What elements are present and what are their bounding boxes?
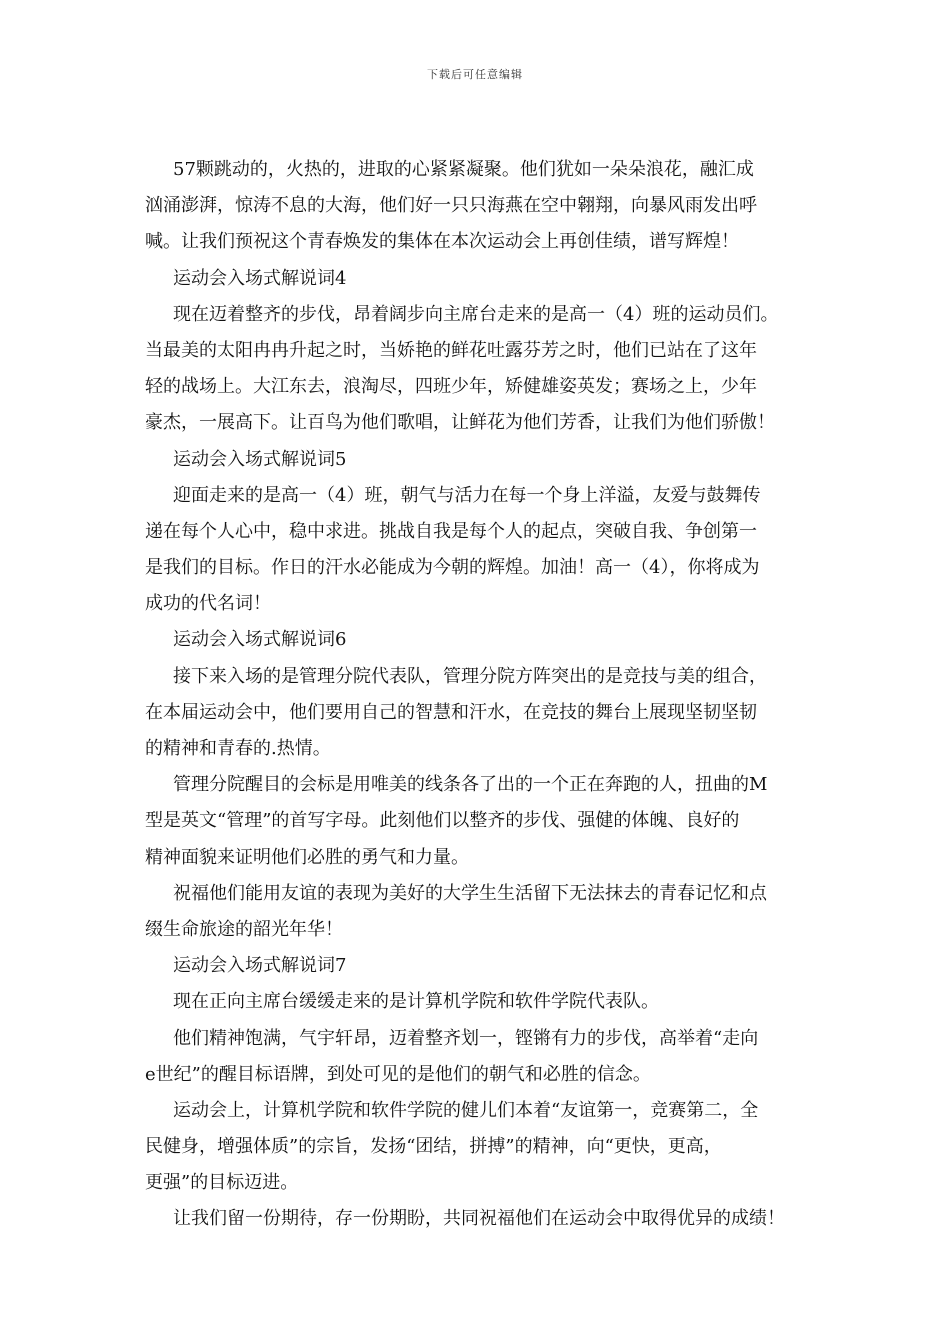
page-header: 下载后可任意编辑	[427, 68, 523, 81]
text-line: 是我们的目标。作日的汗水必能成为今朝的辉煌。加油！高一（4），你将成为	[145, 557, 760, 579]
document-body	[145, 152, 825, 1238]
text-line: 缀生命旅途的韶光年华！	[145, 918, 343, 940]
text-line: 管理分院醒目的会标是用唯美的线条各了出的一个正在奔跑的人，扭曲的M	[173, 774, 768, 796]
text-line: 轻的战场上。大江东去，浪淘尽，四班少年，矫健雄姿英发；赛场之上，少年	[145, 376, 757, 398]
text-line: 更强”的目标迈进。	[145, 1172, 299, 1194]
text-line: 民健身，增强体质”的宗旨，发扬“团结，拼搏”的精神，向“更快，更高，	[145, 1136, 722, 1158]
text-line: 现在正向主席台缓缓走来的是计算机学院和软件学院代表队。	[173, 991, 659, 1013]
text-line: 递在每个人心中，稳中求进。挑战自我是每个人的起点，突破自我、争创第一	[145, 520, 757, 542]
text-line: 运动会入场式解说词7	[173, 955, 347, 977]
text-line: 运动会入场式解说词5	[173, 448, 347, 470]
text-line: 祝福他们能用友谊的表现为美好的大学生生活留下无法抹去的青春记忆和点	[173, 882, 767, 904]
text-line: 喊。让我们预祝这个青春焕发的集体在本次运动会上再创佳绩，谱写辉煌！	[145, 231, 739, 253]
text-line: 运动会上，计算机学院和软件学院的健儿们本着“友谊第一，竞赛第二，全	[173, 1099, 759, 1121]
text-line: 当最美的太阳冉冉升起之时，当娇艳的鲜花吐露芬芳之时，他们已站在了这年	[145, 339, 757, 361]
text-line: 型是英文“管理”的首写字母。此刻他们以整齐的步伐、强健的体魄、良好的	[145, 810, 740, 832]
text-line: 运动会入场式解说词4	[173, 267, 347, 289]
text-line: 现在迈着整齐的步伐，昂着阔步向主席台走来的是高一（4）班的运动员们。	[173, 303, 779, 325]
text-line: 57颗跳动的，火热的，进取的心紧紧凝聚。他们犹如一朵朵浪花，融汇成	[173, 159, 754, 180]
text-line: 的精神和青春的.热情。	[145, 738, 331, 759]
text-line: 汹涌澎湃，惊涛不息的大海，他们好一只只海燕在空中翱翔，向暴风雨发出呼	[145, 195, 757, 217]
text-line: 精神面貌来证明他们必胜的勇气和力量。	[145, 846, 469, 868]
text-line: 在本届运动会中，他们要用自己的智慧和汗水，在竞技的舞台上展现坚韧坚韧	[145, 701, 757, 723]
text-line: 让我们留一份期待，存一份期盼，共同祝福他们在运动会中取得优异的成绩！	[173, 1208, 785, 1230]
text-line: 成功的代名词！	[145, 593, 271, 615]
text-line: 豪杰，一展高下。让百鸟为他们歌唱，让鲜花为他们芳香，让我们为他们骄傲！	[145, 412, 775, 434]
text-line: e世纪”的醒目标语牌，到处可见的是他们的朝气和必胜的信念。	[145, 1063, 651, 1085]
text-line: 接下来入场的是管理分院代表队，管理分院方阵突出的是竞技与美的组合，	[173, 665, 767, 687]
text-line: 迎面走来的是高一（4）班，朝气与活力在每一个身上洋溢，友爱与鼓舞传	[173, 484, 761, 506]
text-line: 运动会入场式解说词6	[173, 629, 347, 651]
text-line: 他们精神饱满，气宇轩昂，迈着整齐划一，铿锵有力的步伐，高举着“走向	[173, 1027, 759, 1049]
